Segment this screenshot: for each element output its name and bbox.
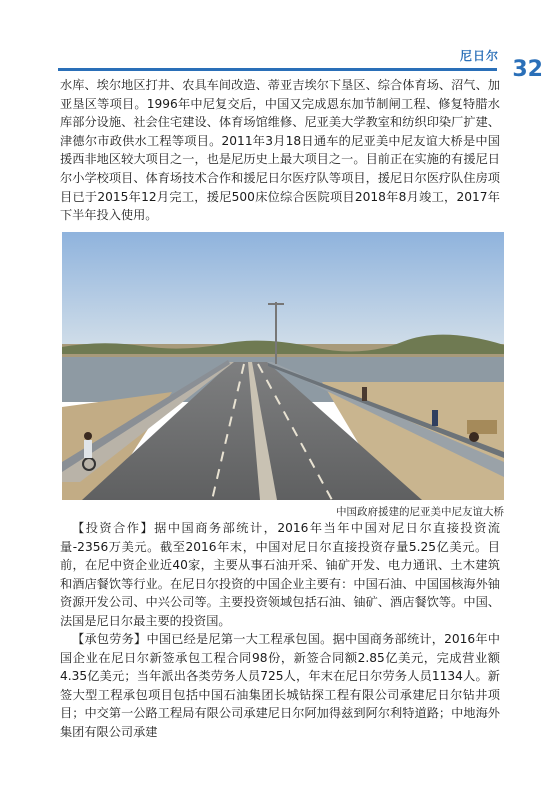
contracting-section <box>60 630 500 742</box>
investment-section <box>60 519 500 631</box>
contracting-label: 【承包劳务】 <box>72 632 147 646</box>
intro-paragraph: 水库、埃尔地区打井、农具车间改造、蒂亚吉埃尔下垦区、综合体育场、沼气、加亚垦区等项目。1996年中尼复交后，中国又完成恩东加节制闸工程、修复特腊水库部分设施、社会住宅建设、体育场馆维修、尼亚美大学教室和纺织印染厂扩建、津德尔市政供水工程等项目。2011年3月18日通车的尼亚美中尼友谊大桥是中国援西非地区较大项目之一，也是尼历史上最大项目之一。目前正在实施的有援尼日尔小学校项目、体育场技术合作和援尼日尔医疗队等项目，援尼日尔医疗队住房项目已于2015年12月完工，援尼500床位综合医院项目2018年8月竣工，2017年下半年投入使用。 <box>60 78 500 223</box>
investment-text: 据中国商务部统计，2016年当年中国对尼日尔直接投资流量-2356万美元。截至2016年末，中国对尼日尔直接投资存量5.25亿美元。目前，在尼中资企业近40家，主要从事石油开采、铀矿开发、电力通讯、土木建筑和酒店餐饮等行业。在尼日尔投资的中国企业主要有：中国石油、中国国核海外铀资源开发公司、中兴公司等。主要投资领域包括石油、铀矿、酒店餐饮等。中国、法国是尼日尔最主要的投资国。 <box>60 521 500 628</box>
investment-label: 【投资合作】 <box>72 521 155 535</box>
photo-caption: 中国政府援建的尼亚美中尼友谊大桥 <box>336 506 504 518</box>
header-rule <box>58 68 497 71</box>
page-header-label: 尼日尔 <box>459 49 499 63</box>
bridge-photo <box>62 232 504 500</box>
contracting-text: 中国已经是尼第一大工程承包国。据中国商务部统计，2016年中国企业在尼日尔新签承包工程合同98份，新签合同额2.85亿美元，完成营业额4.35亿美元；当年派出各类劳务人员725人，年末在尼日尔劳务人员1134人。新签大型工程承包项目包括中国石油集团长城钻探工程有限公司承建尼日尔钻井项目；中交第一公路工程局有限公司承建尼日尔阿加得兹到阿尔利特道路；中地海外集团有限公司承建 <box>60 632 500 739</box>
page-number: 32 <box>512 57 543 82</box>
